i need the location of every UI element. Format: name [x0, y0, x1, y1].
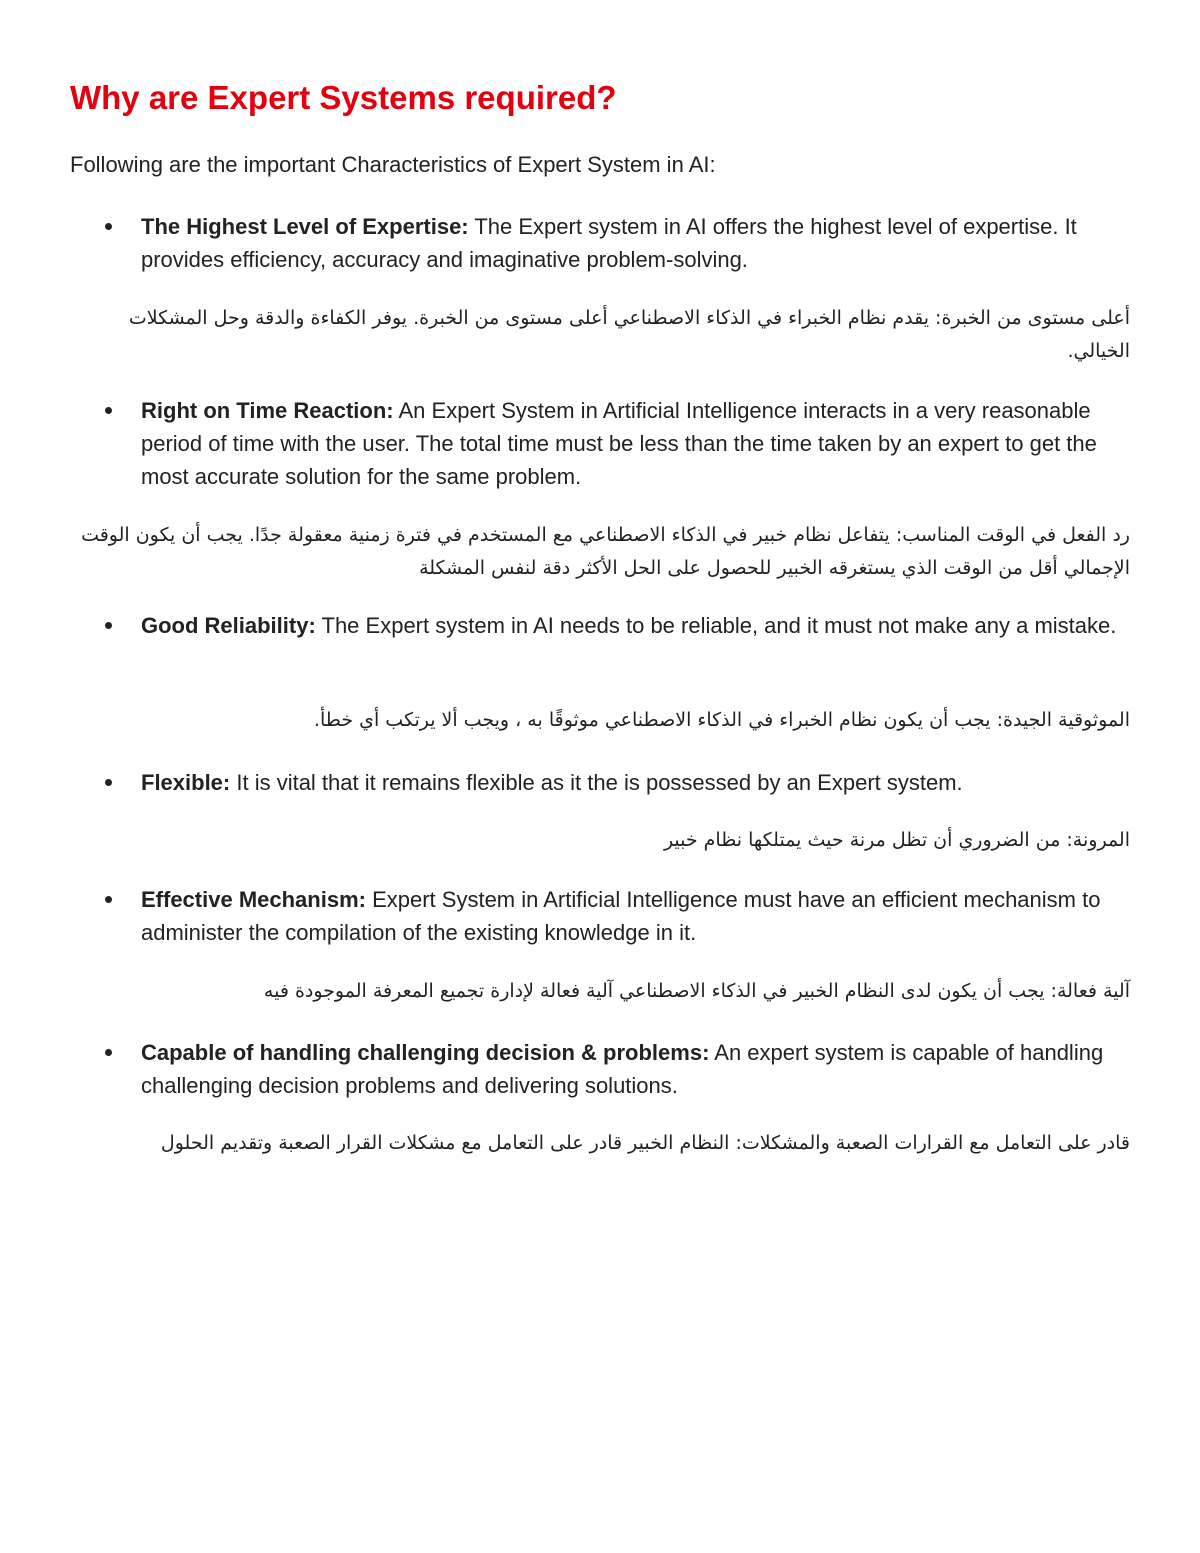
item-term: Good Reliability: [141, 613, 316, 638]
list-item-good-reliability [141, 609, 1131, 642]
item-term: Flexible: [141, 770, 231, 795]
arabic-translation: رد الفعل في الوقت المناسب: يتفاعل نظام خبير في الذكاء الاصطناعي مع المستخدم في فترة زمنية معقولة جدًا. يجب أن يكون الوقت الإجمالي أقل من الوقت الذي يستغرقه الخبير للحصول على الحل الأكثر دقة لنفس المشكلة [81, 524, 1130, 579]
bullet-icon [105, 896, 112, 903]
list-item-effective-mechanism [141, 883, 1131, 949]
item-description: The Expert system in AI needs to be reliable, and it must not make any a mistake. [315, 613, 1117, 638]
item-description: An expert system is capable of handling challenging decision problems and delivering solutions. [141, 1040, 1104, 1098]
bullet-icon [105, 1049, 112, 1056]
item-description: It is vital that it remains flexible as it the is possessed by an Expert system. [230, 770, 963, 795]
arabic-translation: الموثوقية الجيدة: يجب أن يكون نظام الخبراء في الذكاء الاصطناعي موثوقًا به ، ويجب ألا يرتكب أي خطأ. [313, 709, 1130, 731]
arabic-translation: المرونة: من الضروري أن تظل مرنة حيث يمتلكها نظام خبير [663, 829, 1130, 851]
bullet-icon [105, 223, 112, 230]
item-term: Effective Mechanism: [141, 887, 366, 912]
item-term: Capable of handling challenging decision & problems: [141, 1040, 710, 1065]
item-description: An Expert System in Artificial Intelligence interacts in a very reasonable period of time with the user. The total time must be less than the time taken by an expert to get the most accurate solution for the same problem. [141, 398, 1097, 489]
list-item-right-on-time-reaction [141, 394, 1131, 493]
item-term: The Highest Level of Expertise: [141, 214, 469, 239]
bullet-icon [105, 779, 112, 786]
item-description: The Expert system in AI offers the highest level of expertise. It provides efficiency, accuracy and imaginative problem-solving. [141, 214, 1077, 272]
list-item-flexible [141, 766, 1131, 799]
bullet-icon [105, 622, 112, 629]
item-term: Right on Time Reaction: [141, 398, 394, 423]
arabic-translation: أعلى مستوى من الخبرة: يقدم نظام الخبراء في الذكاء الاصطناعي أعلى مستوى من الخبرة. يوفر الكفاءة والدقة وحل المشكلات الخيالي. [128, 307, 1130, 362]
page-title: Why are Expert Systems required? [70, 79, 617, 116]
list-item-highest-level-expertise [141, 210, 1131, 276]
arabic-translation: آلية فعالة: يجب أن يكون لدى النظام الخبير في الذكاء الاصطناعي آلية فعالة لإدارة تجميع المعرفة الموجودة فيه [263, 980, 1130, 1002]
list-item-capable-handling-decisions [141, 1036, 1131, 1102]
bullet-icon [105, 407, 112, 414]
arabic-translation: قادر على التعامل مع القرارات الصعبة والمشكلات: النظام الخبير قادر على التعامل مع مشكلات القرار الصعبة وتقديم الحلول [160, 1132, 1130, 1154]
item-description: Expert System in Artificial Intelligence must have an efficient mechanism to administer the compilation of the existing knowledge in it. [141, 887, 1101, 945]
intro-paragraph: Following are the important Characteristics of Expert System in AI: [70, 152, 716, 177]
